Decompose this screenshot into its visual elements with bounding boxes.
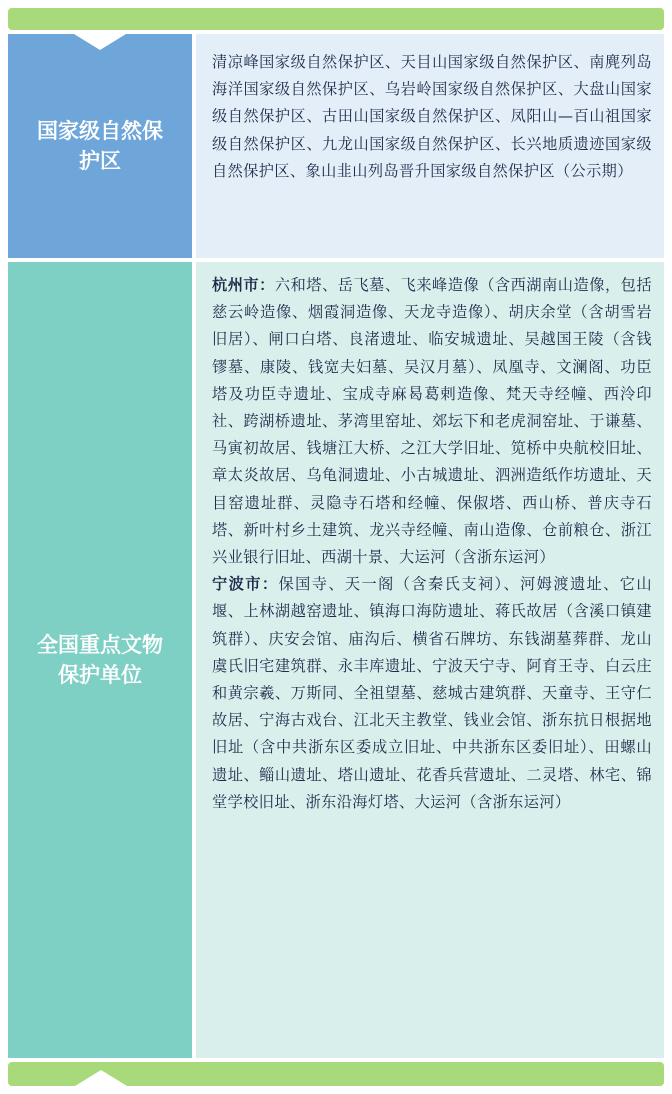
top-divider-band: [8, 8, 664, 30]
notch-arrow-icon: [74, 34, 126, 50]
city-entry-hangzhou: [212, 272, 652, 571]
section-label-heritage-units: [8, 262, 192, 1058]
city-sites-ningbo: 保国寺、天一阁（含秦氏支祠）、河姆渡遗址、它山堰、上林湖越窑遗址、镇海口海防遗址、蒋氏故居（含溪口镇建筑群）、庆安会馆、庙沟后、横省石牌坊、东钱湖墓葬群、龙山虞氏旧宅建筑群、永丰库遗址、宁波天宁寺、阿育王寺、白云庄和黄宗羲、万斯同、全祖望墓、慈城古建筑群、天童寺、王守仁故居、宁海古戏台、江北天主教堂、钱业会馆、浙东抗日根据地旧址（含中共浙东区委成立旧址、中共浙东区委旧址）、田螺山遗址、鲻山遗址、塔山遗址、花香兵营遗址、二灵塔、林宅、锦堂学校旧址、浙东沿海灯塔、大运河（含浙东运河）: [212, 575, 652, 811]
city-sites-hangzhou: 六和塔、岳飞墓、飞来峰造像（含西湖南山造像，包括慈云岭造像、烟霞洞造像、天龙寺造像）、胡庆余堂（含胡雪岩旧居）、闸口白塔、良渚遗址、临安城遗址、吴越国王陵（含钱镠墓、康陵、钱宽夫妇墓、吴汉月墓）、凤凰寺、文澜阁、功臣塔及功臣寺遗址、宝成寺麻曷葛剌造像、梵天寺经幢、西泠印社、跨湖桥遗址、茅湾里窑址、郊坛下和老虎洞窑址、于谦墓、马寅初故居、钱塘江大桥、之江大学旧址、笕桥中央航校旧址、章太炎故居、乌龟洞遗址、小古城遗址、泗洲造纸作坊遗址、天目窑遗址群、灵隐寺石塔和经幢、保俶塔、西山桥、普庆寺石塔、新叶村乡土建筑、龙兴寺经幢、南山造像、仓前粮仓、浙江兴业银行旧址、西湖十景、大运河（含浙东运河）: [212, 276, 652, 567]
label-line-2: 保护单位: [58, 663, 142, 687]
label-line-2: 护区: [79, 149, 121, 173]
section-content-heritage-units: [196, 262, 664, 1058]
section-heritage-units: [8, 262, 664, 1058]
section-content-nature-reserves: [196, 34, 664, 258]
city-entry-ningbo: [212, 571, 652, 816]
section-nature-reserves: [8, 34, 664, 258]
section-label-nature-reserves: [8, 34, 192, 258]
nature-reserves-list: 清凉峰国家级自然保护区、天目山国家级自然保护区、南麂列岛海洋国家级自然保护区、乌岩岭国家级自然保护区、大盘山国家级自然保护区、古田山国家级自然保护区、凤阳山—百山祖国家级自然保护区、九龙山国家级自然保护区、长兴地质遗迹国家级自然保护区、象山韭山列岛晋升国家级自然保护区（公示期）: [212, 53, 652, 180]
notch-arrow-icon: [75, 1070, 127, 1086]
city-name-hangzhou: 杭州市：: [212, 276, 275, 294]
label-line-1: 国家级自然保: [37, 119, 163, 143]
label-line-1: 全国重点文物: [37, 633, 163, 657]
city-name-ningbo: 宁波市：: [212, 575, 279, 594]
